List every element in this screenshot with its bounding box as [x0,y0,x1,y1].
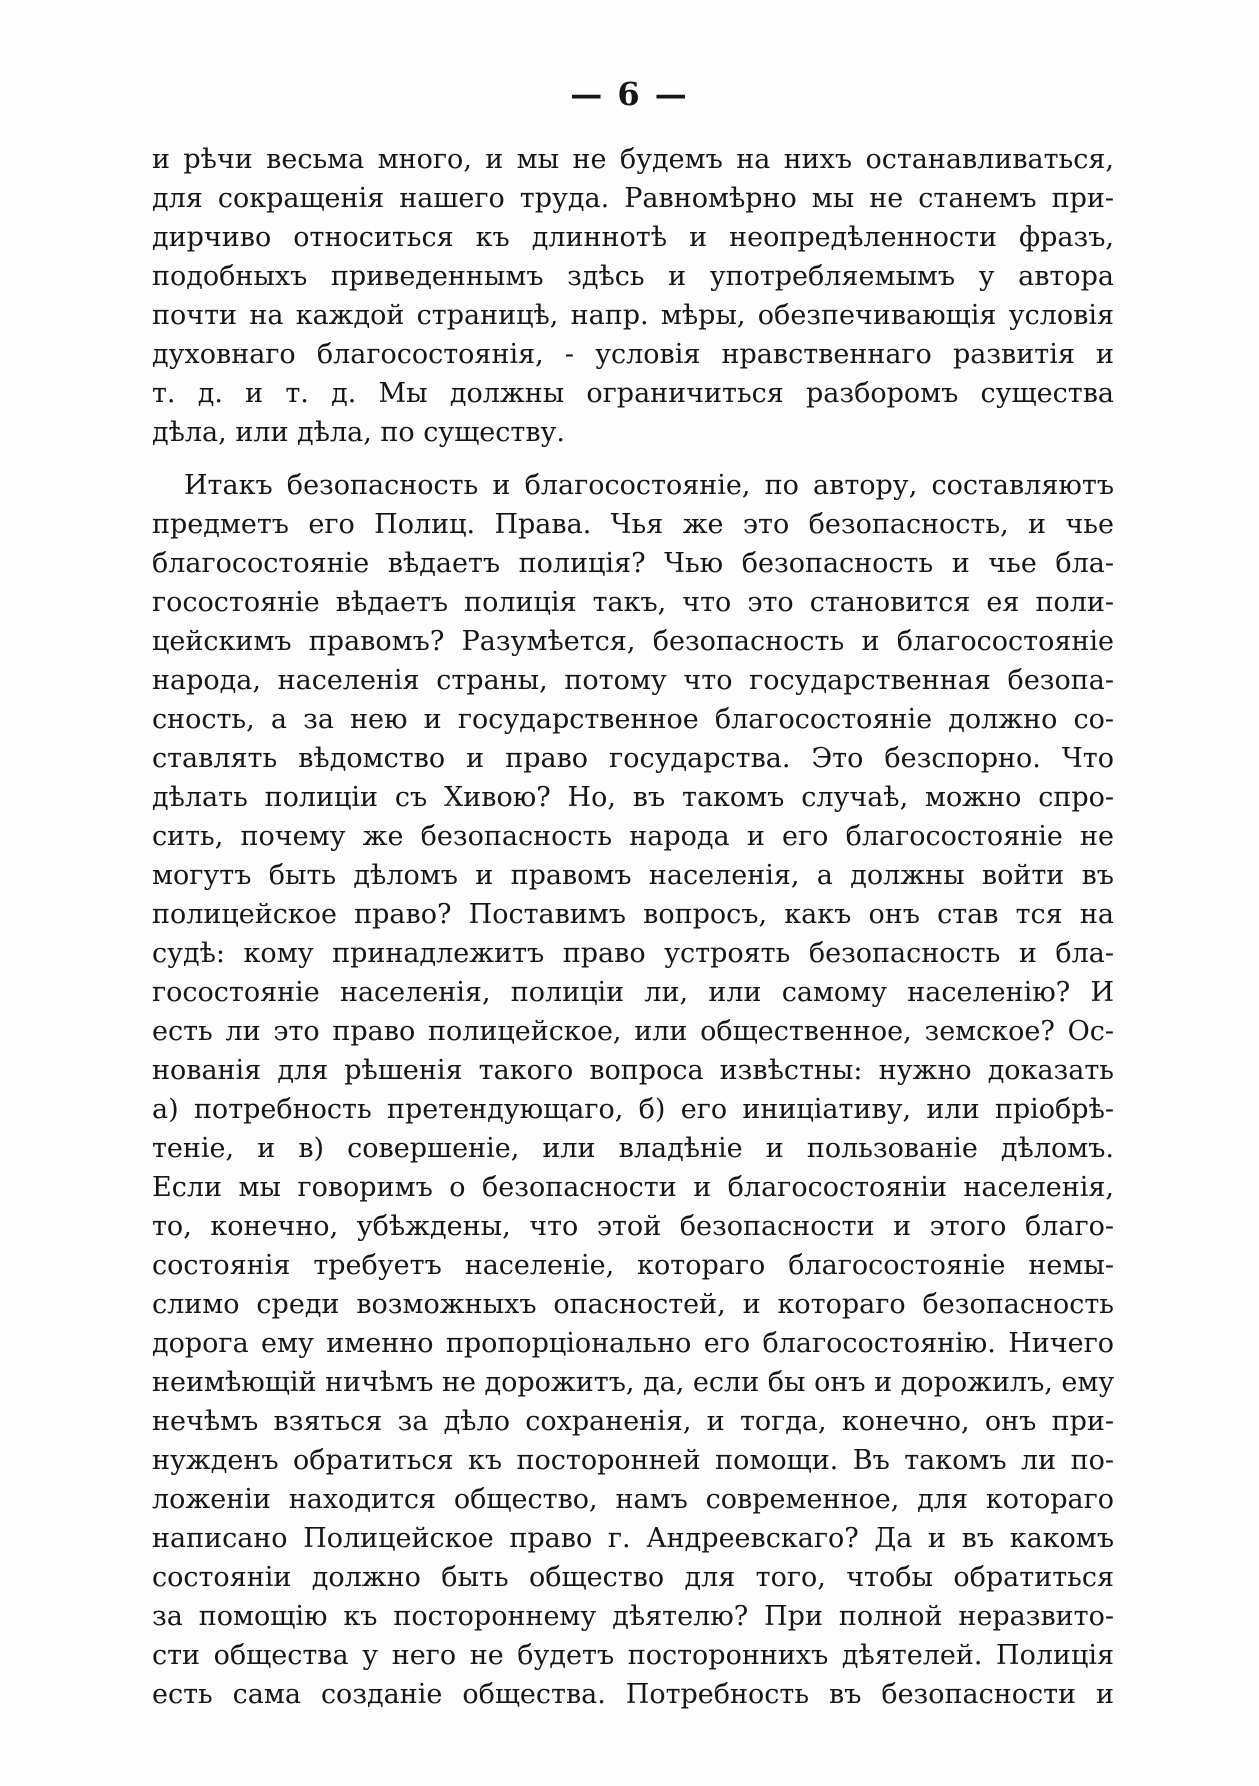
paragraph-1 [152,140,1114,452]
text-line: почти на каждой страницѣ, напр. мѣры, обезпечивающія условія [152,300,1114,331]
text-line: для сокращенія нашего труда. Равномѣрно мы не станемъ при- [152,183,1114,214]
text-line: Если мы говоримъ о безопасности и благосостояніи населенія, [152,1172,1114,1203]
body-text [152,140,1114,1714]
text-line: предметъ его Полиц. Права. Чья же это безопасность, и чье [152,509,1114,540]
text-line: есть сама созданіе общества. Потребность въ безопасности и [152,1679,1114,1710]
text-line: нованія для рѣшенія такого вопроса извѣстны: нужно доказать [152,1055,1114,1086]
text-line: за помощію къ постороннему дѣятелю? При полной неразвито- [152,1601,1114,1632]
text-line: подобныхъ приведеннымъ здѣсь и употребляемымъ у автора [152,261,1114,292]
text-line: дирчиво относиться къ длиннотѣ и неопредѣленности фразъ, [152,222,1114,253]
text-line: нечѣмъ взяться за дѣло сохраненія, и тогда, конечно, онъ при- [152,1406,1114,1437]
text-line: цейскимъ правомъ? Разумѣется, безопасность и благосостояніе [152,626,1114,657]
paragraph-2 [152,466,1114,1714]
text-line: госостояніе вѣдаетъ полиція такъ, что это становится ея поли- [152,587,1114,618]
text-line: дѣлать полиціи съ Хивою? Но, въ такомъ случаѣ, можно спро- [152,782,1114,813]
text-line: написано Полицейское право г. Андреевскаго? Да и въ какомъ [152,1523,1114,1554]
text-line: судѣ: кому принадлежитъ право устроять безопасность и бла- [152,938,1114,969]
text-line: Итакъ безопасность и благосостояніе, по автору, составляютъ [184,470,1114,501]
text-line: а) потребность претендующаго, б) его иниціативу, или пріобрѣ- [152,1094,1114,1125]
text-line: то, конечно, убѣждены, что этой безопасности и этого благо- [152,1211,1114,1242]
text-line: народа, населенія страны, потому что государственная безопа- [152,665,1114,696]
text-line: есть ли это право полицейское, или общественное, земское? Ос- [152,1016,1114,1047]
text-line: сить, почему же безопасность народа и его благосостояніе не [152,821,1114,852]
text-line: ложеніи находится общество, намъ современное, для котораго [152,1484,1114,1515]
text-line: дѣла, или дѣла, по существу. [152,417,566,448]
text-line: дорога ему именно пропорціонально его благосостоянію. Ничего [152,1328,1114,1359]
text-line: состоянія требуетъ населеніе, котораго благосостояніе немы- [152,1250,1114,1281]
text-line: ставлять вѣдомство и право государства. Это безспорно. Что [152,743,1114,774]
text-line: сность, а за нею и государственное благосостояніе должно со- [152,704,1114,735]
text-line: состояніи должно быть общество для того, чтобы обратиться [152,1562,1114,1593]
text-line: неимѣющій ничѣмъ не дорожитъ, да, если бы онъ и дорожилъ, ему [152,1367,1114,1398]
text-line: и рѣчи весьма много, и мы не будемъ на нихъ останавливаться, [152,144,1114,175]
page-number: — 6 — [570,75,689,113]
text-line: благосостояніе вѣдаетъ полиція? Чью безопасность и чье бла- [152,548,1114,579]
text-line: могутъ быть дѣломъ и правомъ населенія, а должны войти въ [152,860,1114,891]
text-line: духовнаго благосостоянія, - условія нравственнаго развитія и [152,339,1114,370]
text-line: теніе, и в) совершеніе, или владѣніе и пользованіе дѣломъ. [152,1133,1114,1164]
text-line: полицейское право? Поставимъ вопросъ, какъ онъ став тся на [152,899,1114,930]
text-line: нужденъ обратиться къ посторонней помощи. Въ такомъ ли по- [152,1445,1114,1476]
text-line: сти общества у него не будетъ постороннихъ дѣятелей. Полиція [152,1640,1114,1671]
text-line: госостояніе населенія, полиціи ли, или самому населенію? И [152,977,1114,1008]
paragraph-gap [152,452,1114,466]
text-line: слимо среди возможныхъ опасностей, и котораго безопасность [152,1289,1114,1320]
text-line: т. д. и т. д. Мы должны ограничиться разборомъ существа [152,378,1114,409]
